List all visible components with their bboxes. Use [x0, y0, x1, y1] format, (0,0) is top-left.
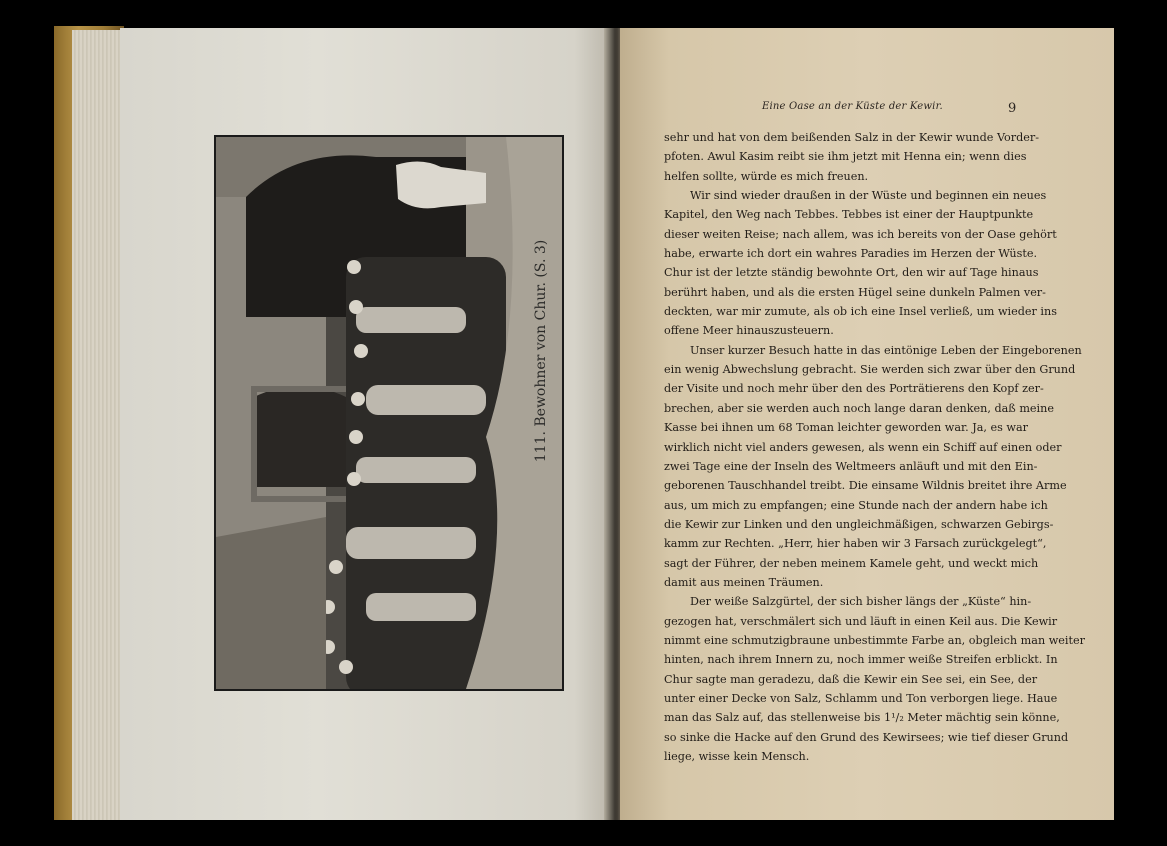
text-line: Der weiße Salzgürtel, der sich bisher längs der „Küste“ hin-: [690, 595, 1032, 609]
photo-caption: 111. Bewohner von Chur. (S. 3): [533, 239, 549, 463]
text-line: helfen sollte, würde es mich freuen.: [664, 169, 869, 183]
text-line: offene Meer hinauszusteuern.: [664, 324, 834, 338]
text-line: Wir sind wieder draußen in der Wüste und beginnen ein neues: [690, 189, 1047, 203]
text-line: dieser weiten Reise; nach allem, was ich bereits von der Oase gehört: [664, 227, 1057, 241]
text-line: kamm zur Rechten. „Herr, hier haben wir 3 Farsach zurückgelegt“,: [664, 537, 1047, 551]
running-head: Eine Oase an der Küste der Kewir.: [762, 101, 943, 112]
text-line: aus, um mich zu empfangen; eine Stunde nach der andern habe ich: [664, 498, 1048, 512]
text-line: die Kewir zur Linken und den ungleichmäßigen, schwarzen Gebirgs-: [664, 517, 1054, 531]
photo-image: [216, 137, 562, 689]
left-page: [120, 28, 614, 820]
text-line: Kapitel, den Weg nach Tebbes. Tebbes ist einer der Hauptpunkte: [664, 208, 1034, 222]
text-line: Kasse bei ihnen um 68 Toman leichter geworden war. Ja, es war: [664, 421, 1029, 435]
text-line: gezogen hat, verschmälert sich und läuft in einen Keil aus. Die Kewir: [664, 614, 1058, 628]
text-line: nimmt eine schmutzigbraune unbestimmte Farbe an, obgleich man weiter: [664, 633, 1085, 647]
text-line: sagt der Führer, der neben meinem Kamele geht, und weckt mich: [664, 556, 1039, 570]
page-number: 9: [1008, 101, 1017, 116]
text-line: damit aus meinen Träumen.: [664, 575, 824, 589]
right-page: [620, 28, 1114, 820]
text-line: sehr und hat von dem beißenden Salz in der Kewir wunde Vorder-: [664, 131, 1039, 144]
text-line: brechen, aber sie werden auch noch lange daran denken, daß meine: [664, 401, 1054, 415]
text-line: hinten, nach ihrem Innern zu, noch immer weiße Streifen erblickt. In: [664, 653, 1058, 667]
text-line: zwei Tage eine der Inseln des Weltmeers anläuft und mit den Ein-: [664, 459, 1038, 473]
page-edges: [72, 30, 124, 820]
text-line: wirklich nicht viel anders gewesen, als wenn ein Schiff auf einen oder: [664, 440, 1062, 454]
text-line: deckten, war mir zumute, als ob ich eine Insel verließ, um wieder ins: [664, 305, 1057, 319]
text-line: ein wenig Abwechslung gebracht. Sie werden sich zwar über den Grund: [664, 363, 1076, 377]
text-line: habe, erwarte ich dort ein wahres Paradies im Herzen der Wüste.: [664, 247, 1038, 261]
text-line: Chur sagte man geradezu, daß die Kewir ein See sei, ein See, der: [664, 672, 1038, 686]
text-line: der Visite und noch mehr über den des Porträtierens den Kopf zer-: [664, 382, 1044, 396]
text-line: berührt haben, und als die ersten Hügel seine dunkeln Palmen ver-: [664, 285, 1046, 299]
text-line: Chur ist der letzte ständig bewohnte Ort, den wir auf Tage hinaus: [664, 266, 1039, 280]
text-line: pfoten. Awul Kasim reibt sie ihm jetzt mit Henna ein; wenn dies: [664, 150, 1027, 164]
text-line: man das Salz auf, das stellenweise bis 1¹/₂ Meter mächtig sein könne,: [664, 711, 1060, 725]
body-text: [664, 128, 1085, 766]
text-line: unter einer Decke von Salz, Schlamm und Ton verborgen liege. Haue: [664, 691, 1058, 705]
text-line: liege, wisse kein Mensch.: [664, 750, 810, 763]
text-line: Unser kurzer Besuch hatte in das eintönige Leben der Eingeborenen: [690, 343, 1082, 357]
text-line: so sinke die Hacke auf den Grund des Kewirsees; wie tief dieser Grund: [664, 730, 1069, 744]
text-line: geborenen Tauschhandel treibt. Die einsame Wildnis breitet ihre Arme: [664, 479, 1067, 493]
photo-plate: [214, 135, 564, 691]
